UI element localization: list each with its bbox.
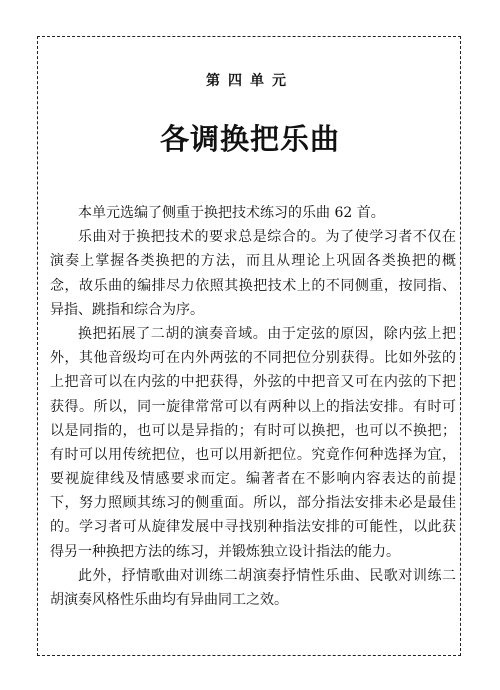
text-line: 念，故乐曲的编排尽力依照其换把技术上的不同侧重，按同指、 [50,277,456,294]
text-line: 下，努力照顾其练习的侧重面。所以，部分指法安排未必是最佳 [50,495,456,512]
text-line: 换把拓展了二胡的演奏音域。由于定弦的原因，除内弦上把 [78,325,456,342]
text-line: 有时可以用传统把位，也可以用新把位。究竟作何种选择为宜， [50,446,456,463]
body-text [50,201,456,612]
text-line: 胡演奏风格性乐曲均有异曲同工之效。 [50,592,288,608]
text-line: 外，其他音级均可在内外两弦的不同把位分别获得。比如外弦的 [50,350,456,367]
text-line: 上把音可以在内弦的中把获得，外弦的中把音又可在内弦的下把 [50,374,456,391]
unit-label: 第四单元 [206,73,294,89]
text-line: 乐曲对于换把技术的要求总是综合的。为了使学习者不仅在 [78,229,456,246]
text-line: 此外，抒情歌曲对训练二胡演奏抒情性乐曲、民歌对训练二 [78,567,456,584]
text-line: 的。学习者可从旋律发展中寻找别种指法安排的可能性，以此获 [50,519,456,536]
text-line: 以是同指的，也可以是异指的；有时可以换把，也可以不换把； [50,422,456,439]
text-line: 获得。所以，同一旋律常常可以有两种以上的指法安排。有时可 [50,398,456,415]
text-line: 要视旋律线及情感要求而定。编著者在不影响内容表达的前提 [50,471,456,488]
text-line: 异指、跳指和综合为序。 [50,301,204,318]
text-line: 得另一种换把方法的练习，并锻炼独立设计指法的能力。 [50,543,400,560]
text-line: 演奏上掌握各类换把的方法，而且从理论上巩固各类换把的概 [50,253,456,270]
page-title: 各调换把乐曲 [159,122,340,156]
text-line: 本单元选编了侧重于换把技术练习的乐曲 62 首。 [78,205,385,221]
